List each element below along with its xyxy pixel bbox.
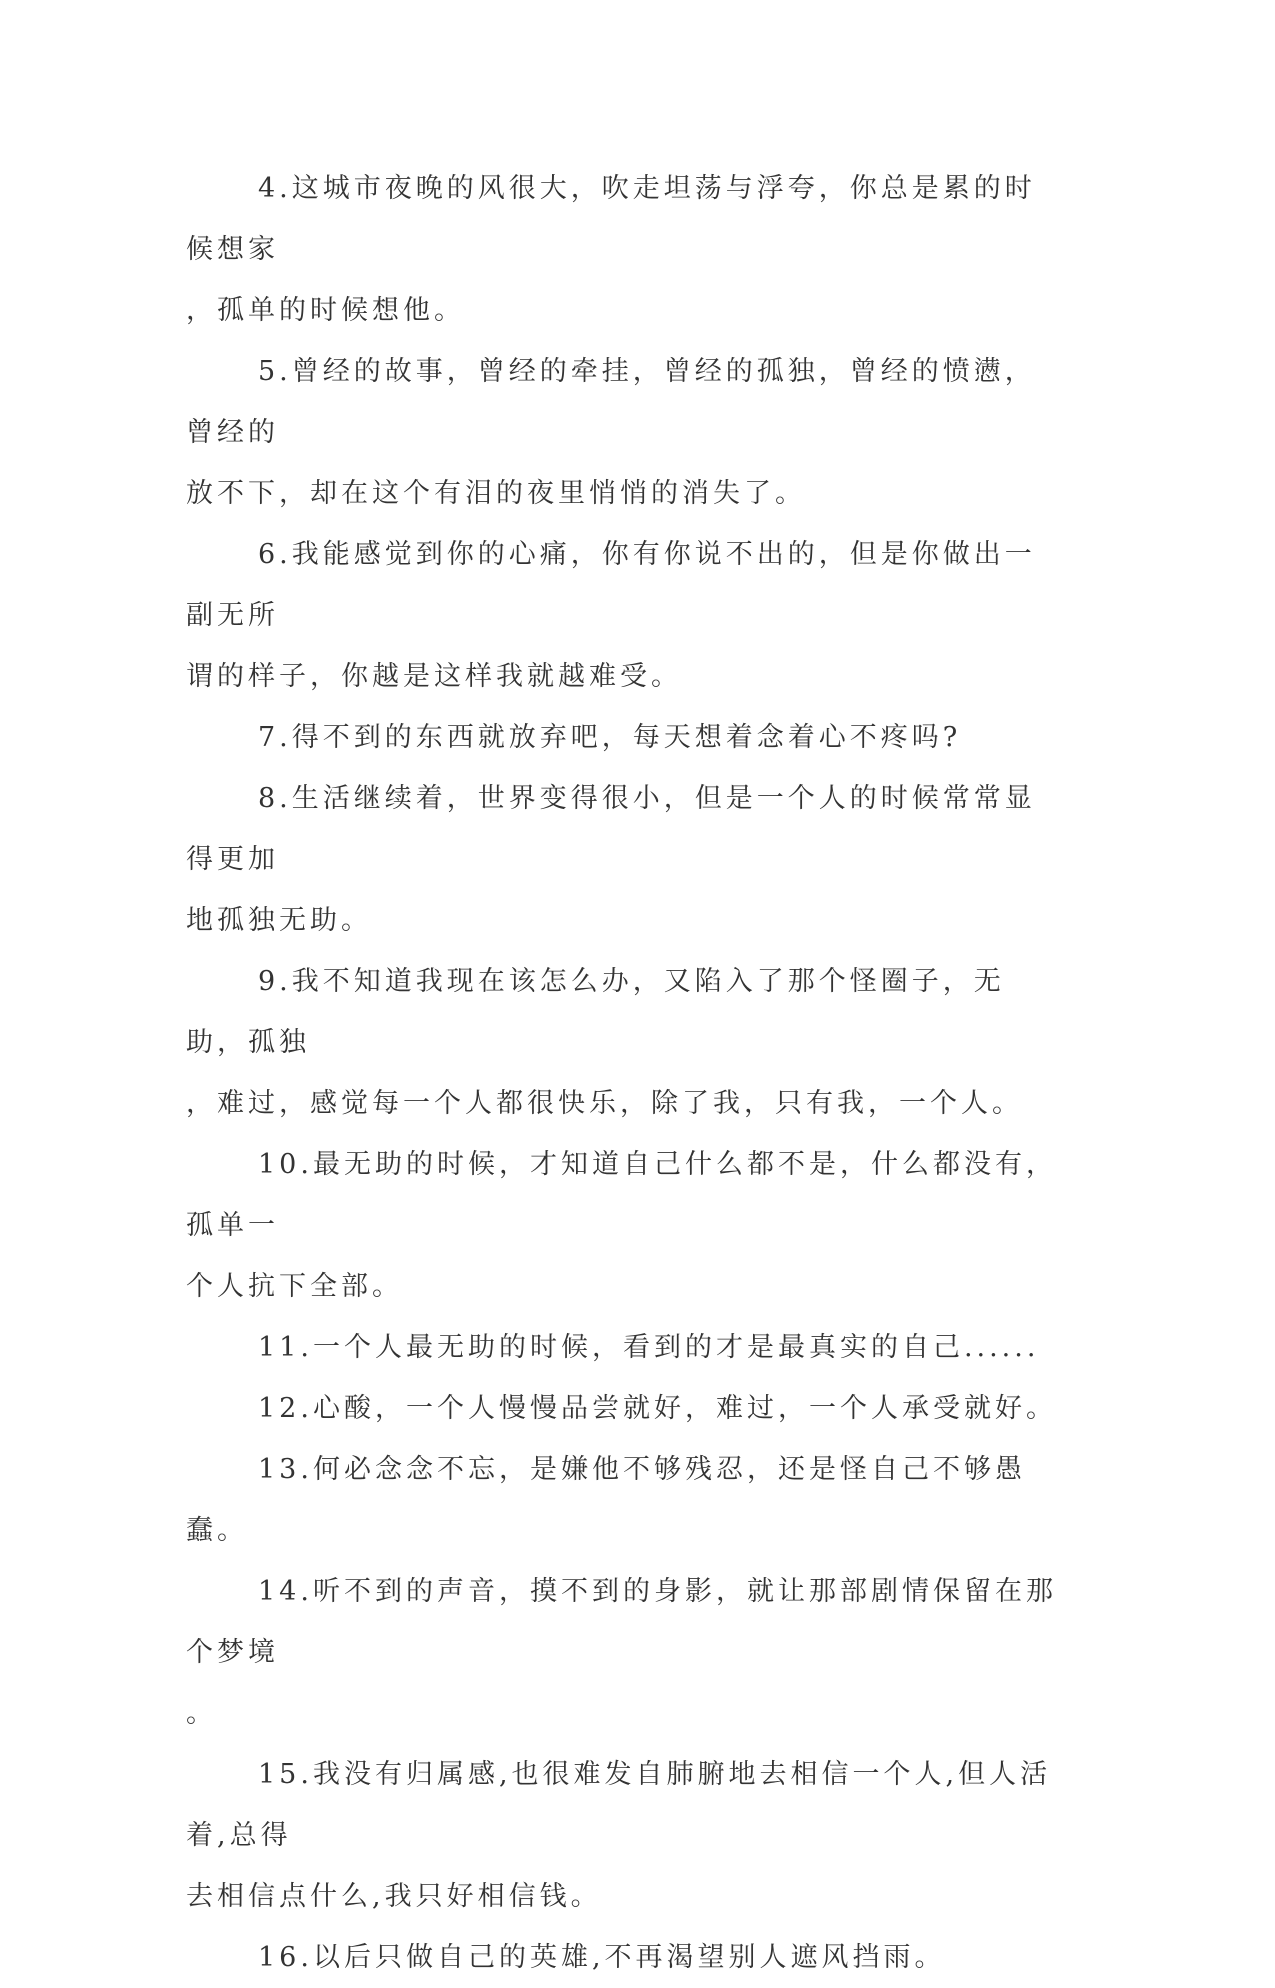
paragraph-6: 6.我能感觉到你的心痛，你有你说不出的，但是你做出一副无所 谓的样子，你越是这样我就越难受。 [186,539,1036,692]
paragraph-4: 4.这城市夜晚的风很大，吹走坦荡与浮夸，你总是累的时候想家 ，孤单的时候想他。 [186,173,1036,326]
paragraph-8: 8.生活继续着，世界变得很小，但是一个人的时候常常显得更加 地孤独无助。 [186,783,1036,936]
paragraph-15: 15.我没有归属感,也很难发自肺腑地去相信一个人,但人活着,总得 去相信点什么,我只好相信钱。 [186,1759,1052,1912]
document-body [186,158,1066,1988]
paragraph-10: 10.最无助的时候，才知道自己什么都不是，什么都没有，孤单一 个人抗下全部。 [186,1149,1057,1302]
paragraph-11: 11.一个人最无助的时候，看到的才是最真实的自己...... [258,1332,1040,1363]
paragraph-14: 14.听不到的声音，摸不到的身影，就让那部剧情保留在那个梦境 。 [186,1576,1057,1729]
paragraph-12: 12.心酸，一个人慢慢品尝就好，难过，一个人承受就好。 [258,1393,1057,1424]
paragraph-16: 16.以后只做自己的英雄,不再渴望别人遮风挡雨。 [258,1942,946,1973]
paragraph-5: 5.曾经的故事，曾经的牵挂，曾经的孤独，曾经的愤懑，曾经的 放不下，却在这个有泪的夜里悄悄的消失了。 [186,356,1036,509]
paragraph-7: 7.得不到的东西就放弃吧，每天想着念着心不疼吗? [258,722,962,753]
paragraph-13: 13.何必念念不忘，是嫌他不够残忍，还是怪自己不够愚蠢。 [186,1454,1026,1546]
paragraph-9: 9.我不知道我现在该怎么办，又陷入了那个怪圈子，无助，孤独 ，难过，感觉每一个人都很快乐，除了我，只有我，一个人。 [186,966,1023,1119]
